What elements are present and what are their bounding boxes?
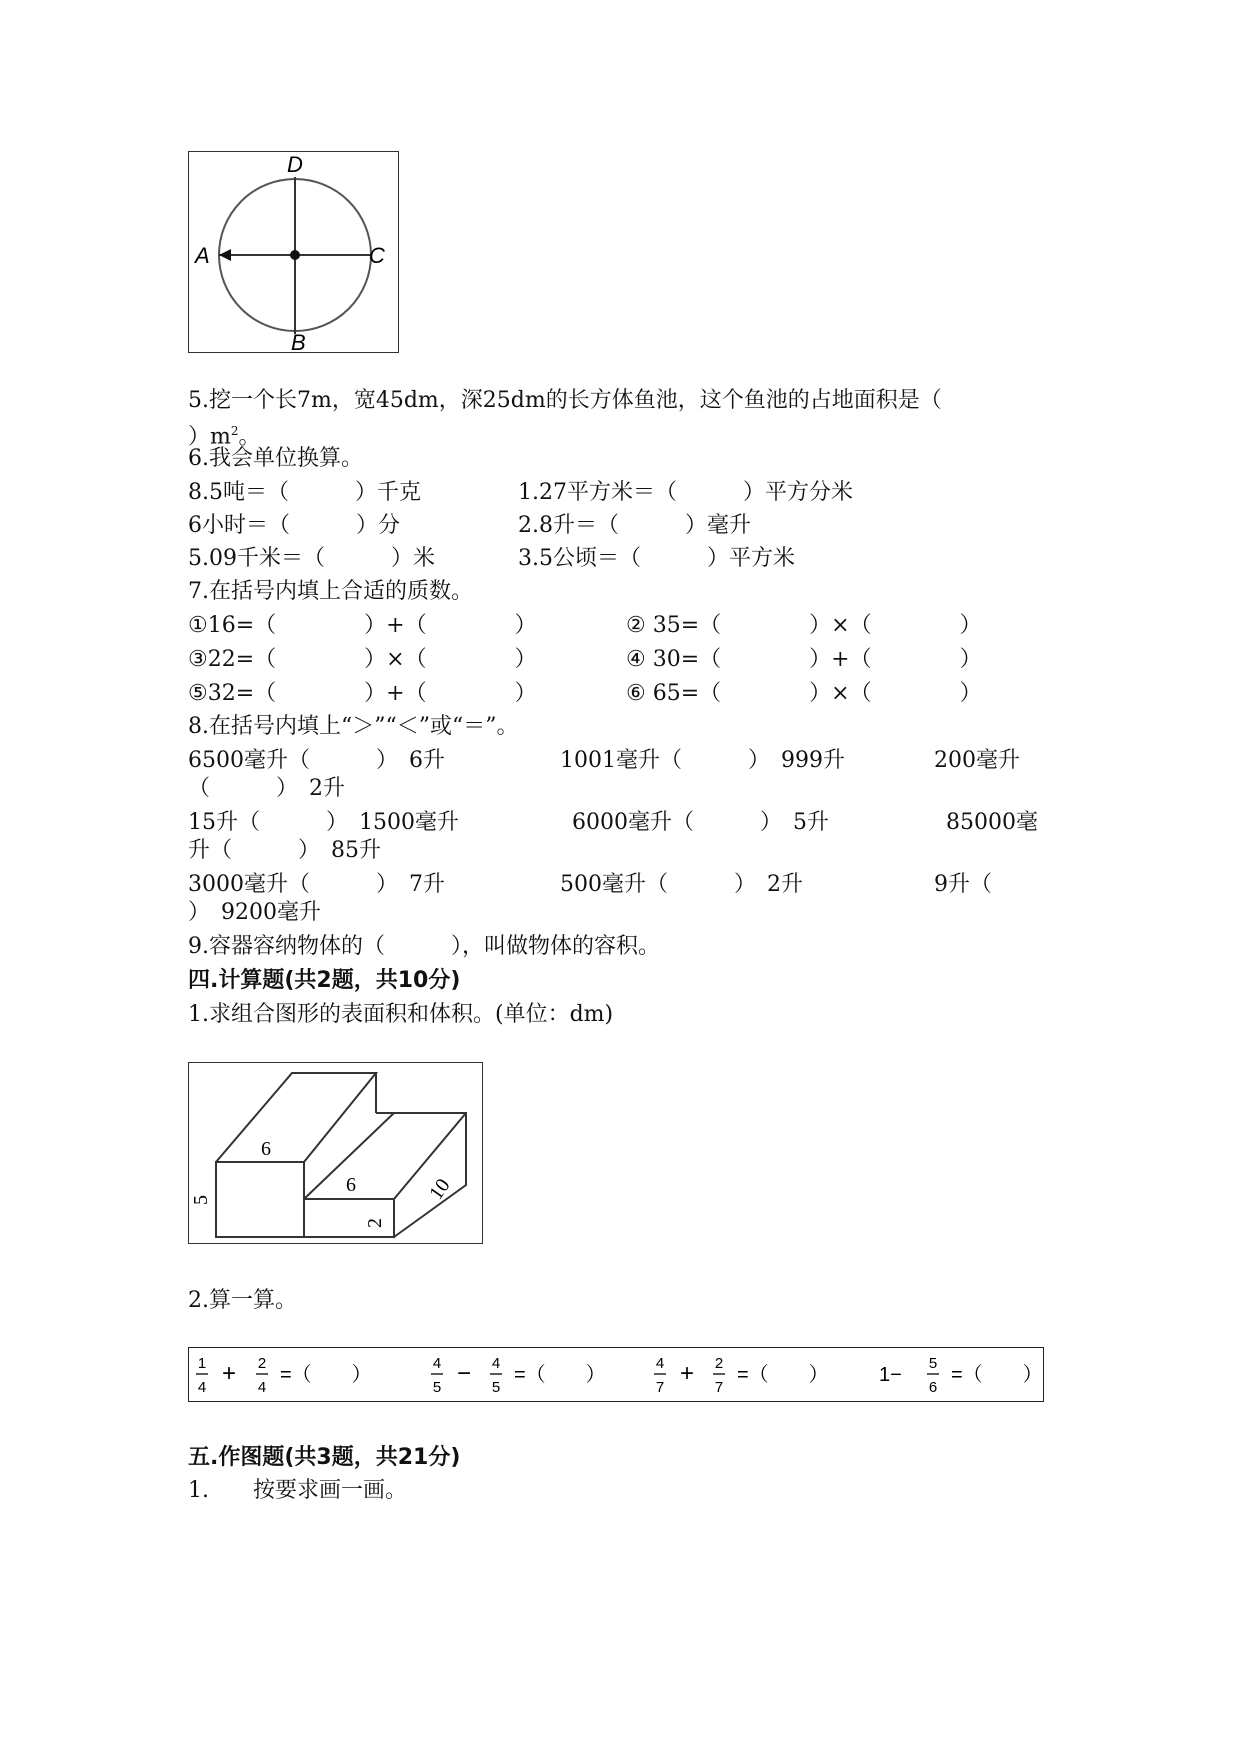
q7-r2b: ④ 30=（ ）+（ ） [626, 647, 982, 672]
q8-r2b: 6000毫升（ ） 5升 [572, 810, 829, 835]
e4-den2: 6 [928, 1379, 938, 1396]
q8-r3b: 500毫升（ ） 2升 [560, 872, 803, 897]
label-c: C [369, 243, 385, 268]
label-small-2: 2 [364, 1218, 386, 1228]
q8-r1c: 200毫升 [934, 748, 1020, 773]
q5-line2-pre: ）m [188, 424, 231, 450]
q6-title: 6.我会单位换算。 [188, 446, 363, 471]
label-step-6: 6 [346, 1174, 356, 1196]
label-depth-10: 10 [425, 1174, 455, 1204]
fraction-exercise-box [188, 1347, 1044, 1402]
q6-r1b: 1.27平方米＝（ ）平方分米 [518, 480, 853, 505]
e2-den1: 5 [432, 1379, 442, 1396]
q7-r3b: ⑥ 65=（ ）×（ ） [626, 681, 982, 706]
e3-num2: 2 [714, 1355, 724, 1372]
e3-num1: 4 [655, 1355, 665, 1372]
q6-r3b: 3.5公顷＝（ ）平方米 [518, 546, 795, 571]
section5-title: 五.作图题(共3题，共21分) [188, 1445, 461, 1470]
label-d: D [287, 152, 303, 177]
q8-r3c: 9升（ [934, 872, 992, 897]
q7-r1a: ①16=（ ）+（ ） [188, 613, 537, 638]
e4-num2: 5 [928, 1355, 938, 1372]
s5q1-text: 1. 按要求画一画。 [188, 1478, 407, 1503]
label-b: B [291, 330, 306, 352]
section4-title: 四.计算题(共2题，共10分) [188, 968, 461, 993]
q8-r2c: 85000毫 [946, 810, 1038, 835]
q5-line2-post: 。 [238, 424, 261, 450]
e1-num2: 2 [257, 1355, 267, 1372]
e2-den2: 5 [491, 1379, 501, 1396]
expr-2 [431, 1355, 606, 1396]
expr-1 [196, 1355, 372, 1396]
q8-r2a: 15升（ ） 1500毫升 [188, 810, 459, 835]
circle-diagram [189, 152, 398, 352]
q8-r2d: 升（ ） 85升 [188, 838, 381, 863]
q6-r3a: 5.09千米＝（ ）米 [188, 546, 435, 571]
e2-num1: 4 [432, 1355, 442, 1372]
q6-r2b: 2.8升＝（ ）毫升 [518, 513, 751, 538]
e3-op: + [679, 1360, 695, 1387]
q8-title: 8.在括号内填上“＞”“＜”或“＝”。 [188, 714, 519, 739]
q8-r1d: （ ） 2升 [188, 776, 345, 801]
e1-op: + [221, 1360, 237, 1387]
e1-den1: 4 [197, 1379, 207, 1396]
q8-r1b: 1001毫升（ ） 999升 [560, 748, 845, 773]
label-top-6: 6 [261, 1138, 271, 1160]
e4-pre: 1− [879, 1364, 902, 1386]
e4-eq: =（ ） [951, 1364, 1043, 1386]
q5-line2-sup: 2 [230, 424, 239, 438]
e3-eq: =（ ） [737, 1364, 829, 1386]
expr-3 [654, 1355, 829, 1396]
e2-op: − [456, 1360, 472, 1387]
e2-eq: =（ ） [514, 1364, 606, 1386]
e3-den2: 7 [714, 1379, 724, 1396]
s4q2-text: 2.算一算。 [188, 1288, 297, 1313]
e1-eq: =（ ） [280, 1364, 372, 1386]
q7-r2a: ③22=（ ）×（ ） [188, 647, 537, 672]
label-a: A [195, 243, 210, 268]
label-height-5: 5 [190, 1195, 212, 1205]
e1-den2: 4 [257, 1379, 267, 1396]
fraction-exercises [189, 1348, 1043, 1401]
q8-r3d: ） 9200毫升 [188, 900, 321, 925]
q6-r1a: 8.5吨＝（ ）千克 [188, 480, 421, 505]
composite-solid-diagram [189, 1063, 482, 1243]
expr-4 [879, 1355, 1043, 1396]
q7-r1b: ② 35=（ ）×（ ） [626, 613, 982, 638]
q7-r3a: ⑤32=（ ）+（ ） [188, 681, 537, 706]
composite-solid-figure [188, 1062, 483, 1244]
q5-line1: 5.挖一个长7m，宽45dm，深25dm的长方体鱼池，这个鱼池的占地面积是（ [188, 388, 942, 413]
e3-den1: 7 [655, 1379, 665, 1396]
q8-r1a: 6500毫升（ ） 6升 [188, 748, 445, 773]
q7-title: 7.在括号内填上合适的质数。 [188, 579, 473, 604]
e2-num2: 4 [491, 1355, 501, 1372]
s4q1-text: 1.求组合图形的表面积和体积。(单位：dm) [188, 1002, 614, 1027]
q8-r3a: 3000毫升（ ） 7升 [188, 872, 445, 897]
circle-figure [188, 151, 399, 353]
e1-num1: 1 [197, 1355, 207, 1372]
q9-text: 9.容器容纳物体的（ ），叫做物体的容积。 [188, 934, 660, 959]
q6-r2a: 6小时＝（ ）分 [188, 513, 400, 538]
